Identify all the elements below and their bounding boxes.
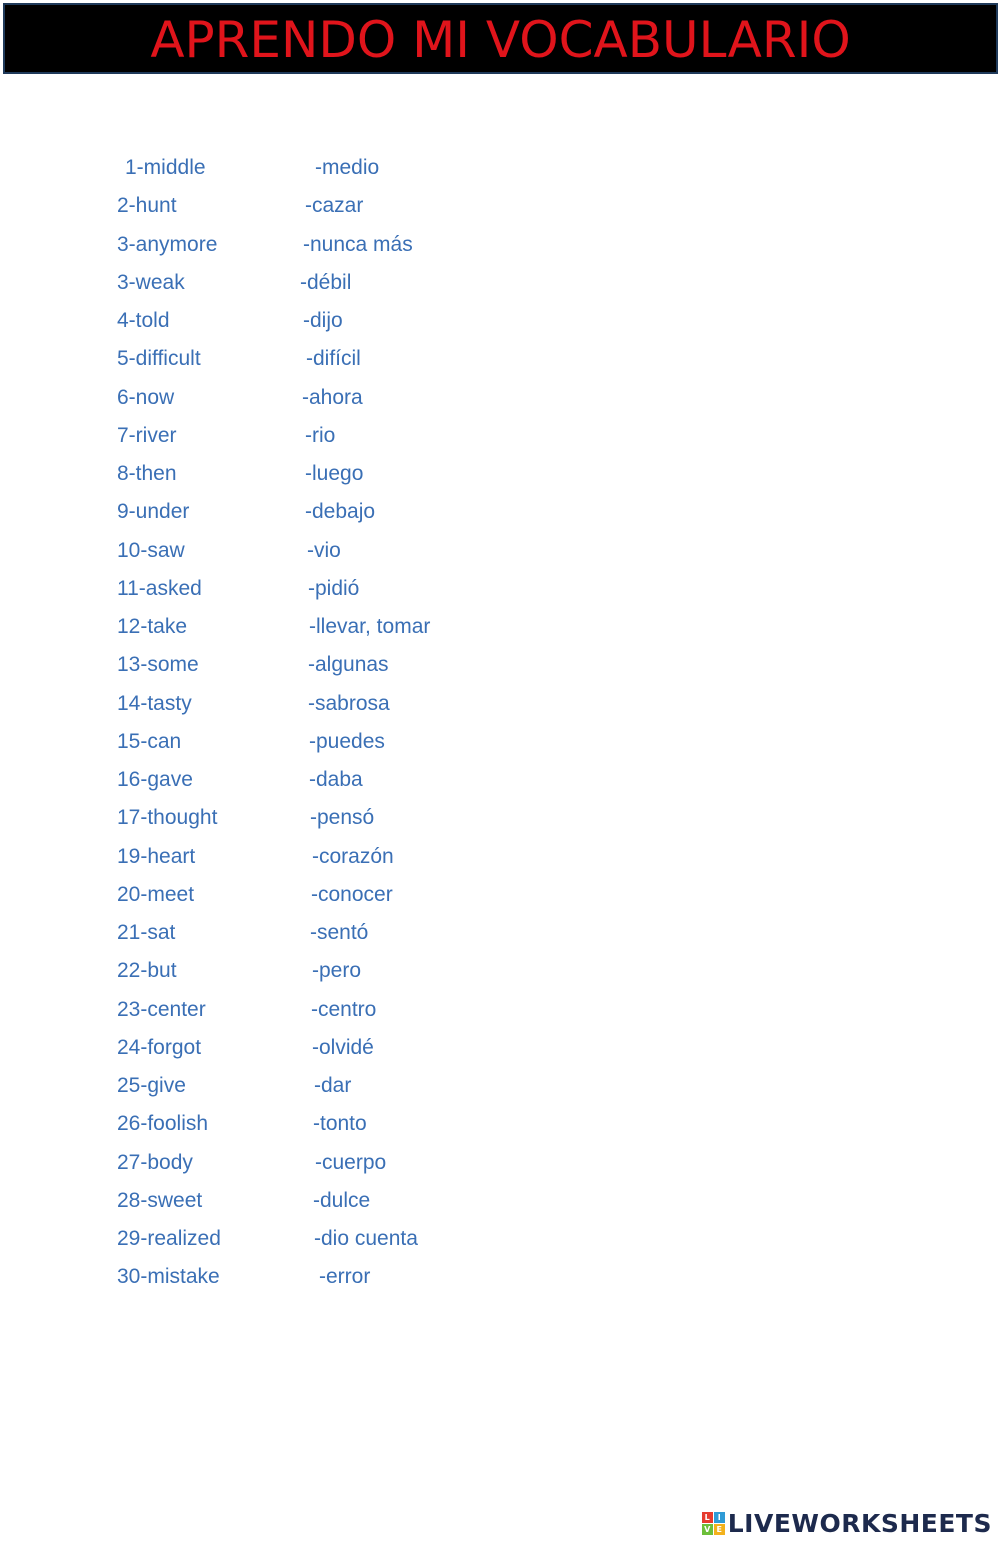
- vocab-row: [0, 265, 1000, 303]
- vocab-english-word: 13-some: [117, 653, 199, 677]
- vocab-spanish-word: -nunca más: [303, 232, 413, 256]
- vocab-row: [0, 647, 1000, 685]
- vocab-english-word: 12-take: [117, 615, 188, 638]
- vocab-row: [0, 1183, 1000, 1221]
- vocab-spanish-word: -dar: [314, 1074, 352, 1097]
- logo-blocks-icon: [702, 1512, 725, 1535]
- vocab-row: [0, 1145, 1000, 1183]
- vocab-spanish-word: -ahora: [302, 385, 363, 409]
- vocab-spanish-word: -dijo: [303, 309, 343, 332]
- vocab-english-word: 4-told: [117, 309, 170, 332]
- vocab-english-word: 22-but: [117, 959, 177, 983]
- vocab-spanish-word: -puedes: [309, 729, 385, 753]
- vocab-english-word: 7-river: [117, 423, 177, 447]
- vocab-english-word: 9-under: [117, 500, 190, 524]
- liveworksheets-logo: [702, 1509, 992, 1537]
- vocab-english-word: 25-give: [117, 1074, 186, 1097]
- logo-letter: V: [702, 1524, 713, 1535]
- vocab-spanish-word: -medio: [315, 156, 380, 179]
- vocab-row: [0, 877, 1000, 915]
- logo-letter: I: [714, 1512, 725, 1523]
- vocab-row: [0, 456, 1000, 494]
- logo-text: LIVEWORKSHEETS: [727, 1508, 992, 1538]
- vocab-english-word: 6-now: [117, 385, 175, 409]
- vocab-row: [0, 1106, 1000, 1144]
- vocab-spanish-word: -centro: [311, 997, 377, 1021]
- vocab-spanish-word: -luego: [305, 462, 364, 485]
- vocab-row: [0, 380, 1000, 418]
- vocab-spanish-word: -sentó: [310, 921, 369, 944]
- vocab-spanish-word: -sabrosa: [308, 691, 390, 715]
- vocab-row: [0, 1030, 1000, 1068]
- vocab-english-word: 26-foolish: [117, 1112, 209, 1136]
- vocab-spanish-word: -error: [319, 1265, 371, 1289]
- logo-letter: E: [714, 1524, 725, 1535]
- vocab-spanish-word: -pero: [312, 959, 362, 983]
- vocab-english-word: 3-anymore: [117, 232, 218, 256]
- vocab-english-word: 24-forgot: [117, 1035, 202, 1059]
- vocab-english-word: 21-sat: [117, 921, 176, 944]
- vocab-english-word: 17-thought: [117, 806, 218, 830]
- vocab-english-word: 1-middle: [125, 156, 206, 179]
- vocab-row: [0, 418, 1000, 456]
- vocab-row: [0, 533, 1000, 571]
- vocab-row: [0, 762, 1000, 800]
- vocab-row: [0, 686, 1000, 724]
- vocab-row: [0, 494, 1000, 532]
- vocab-spanish-word: -dulce: [313, 1188, 371, 1212]
- vocab-row: [0, 724, 1000, 762]
- vocab-row: [0, 1068, 1000, 1106]
- vocab-english-word: 15-can: [117, 729, 182, 753]
- title-bar: [3, 3, 998, 74]
- vocab-spanish-word: -dio cuenta: [314, 1227, 418, 1250]
- vocab-spanish-word: -conocer: [311, 882, 393, 906]
- vocab-row: [0, 227, 1000, 265]
- vocab-spanish-word: -débil: [300, 270, 352, 294]
- vocab-spanish-word: -pensó: [310, 806, 375, 830]
- vocab-spanish-word: -pidió: [308, 576, 360, 600]
- vocab-english-word: 19-heart: [117, 844, 196, 868]
- page-title: APRENDO MI VOCABULARIO: [150, 10, 851, 69]
- vocab-english-word: 16-gave: [117, 768, 193, 791]
- vocab-spanish-word: -tonto: [313, 1112, 367, 1136]
- vocab-row: [0, 1221, 1000, 1259]
- vocab-row: [0, 839, 1000, 877]
- vocab-spanish-word: -debajo: [305, 500, 376, 524]
- vocabulary-list: [0, 150, 1000, 1298]
- vocab-english-word: 27-body: [117, 1150, 193, 1174]
- vocab-row: [0, 303, 1000, 341]
- vocab-english-word: 30-mistake: [117, 1265, 220, 1289]
- vocab-spanish-word: -algunas: [308, 653, 389, 677]
- vocab-spanish-word: -corazón: [312, 844, 394, 868]
- vocab-spanish-word: -daba: [309, 768, 363, 791]
- vocab-spanish-word: -difícil: [306, 347, 361, 371]
- vocab-english-word: 23-center: [117, 997, 206, 1021]
- vocab-english-word: 8-then: [117, 462, 177, 485]
- vocab-english-word: 2-hunt: [117, 194, 177, 218]
- vocab-english-word: 14-tasty: [117, 691, 192, 715]
- vocab-row: [0, 188, 1000, 226]
- vocab-row: [0, 1259, 1000, 1297]
- vocab-english-word: 10-saw: [117, 538, 185, 562]
- vocab-english-word: 5-difficult: [117, 347, 201, 371]
- vocab-row: [0, 609, 1000, 647]
- vocab-english-word: 11-asked: [117, 576, 202, 600]
- logo-letter: L: [702, 1512, 713, 1523]
- vocab-spanish-word: -cuerpo: [315, 1150, 387, 1174]
- vocab-row: [0, 915, 1000, 953]
- vocab-row: [0, 953, 1000, 991]
- vocab-spanish-word: -rio: [305, 423, 336, 447]
- vocab-english-word: 3-weak: [117, 270, 185, 294]
- vocab-english-word: 20-meet: [117, 882, 195, 906]
- vocab-row: [0, 800, 1000, 838]
- vocab-english-word: 29-realized: [117, 1227, 221, 1250]
- vocab-spanish-word: -cazar: [305, 194, 364, 218]
- vocab-spanish-word: -llevar, tomar: [309, 615, 431, 638]
- vocab-row: [0, 150, 1000, 188]
- vocab-english-word: 28-sweet: [117, 1188, 203, 1212]
- vocab-row: [0, 571, 1000, 609]
- vocab-spanish-word: -vio: [307, 538, 341, 562]
- vocab-row: [0, 992, 1000, 1030]
- vocab-row: [0, 341, 1000, 379]
- vocab-spanish-word: -olvidé: [312, 1035, 374, 1059]
